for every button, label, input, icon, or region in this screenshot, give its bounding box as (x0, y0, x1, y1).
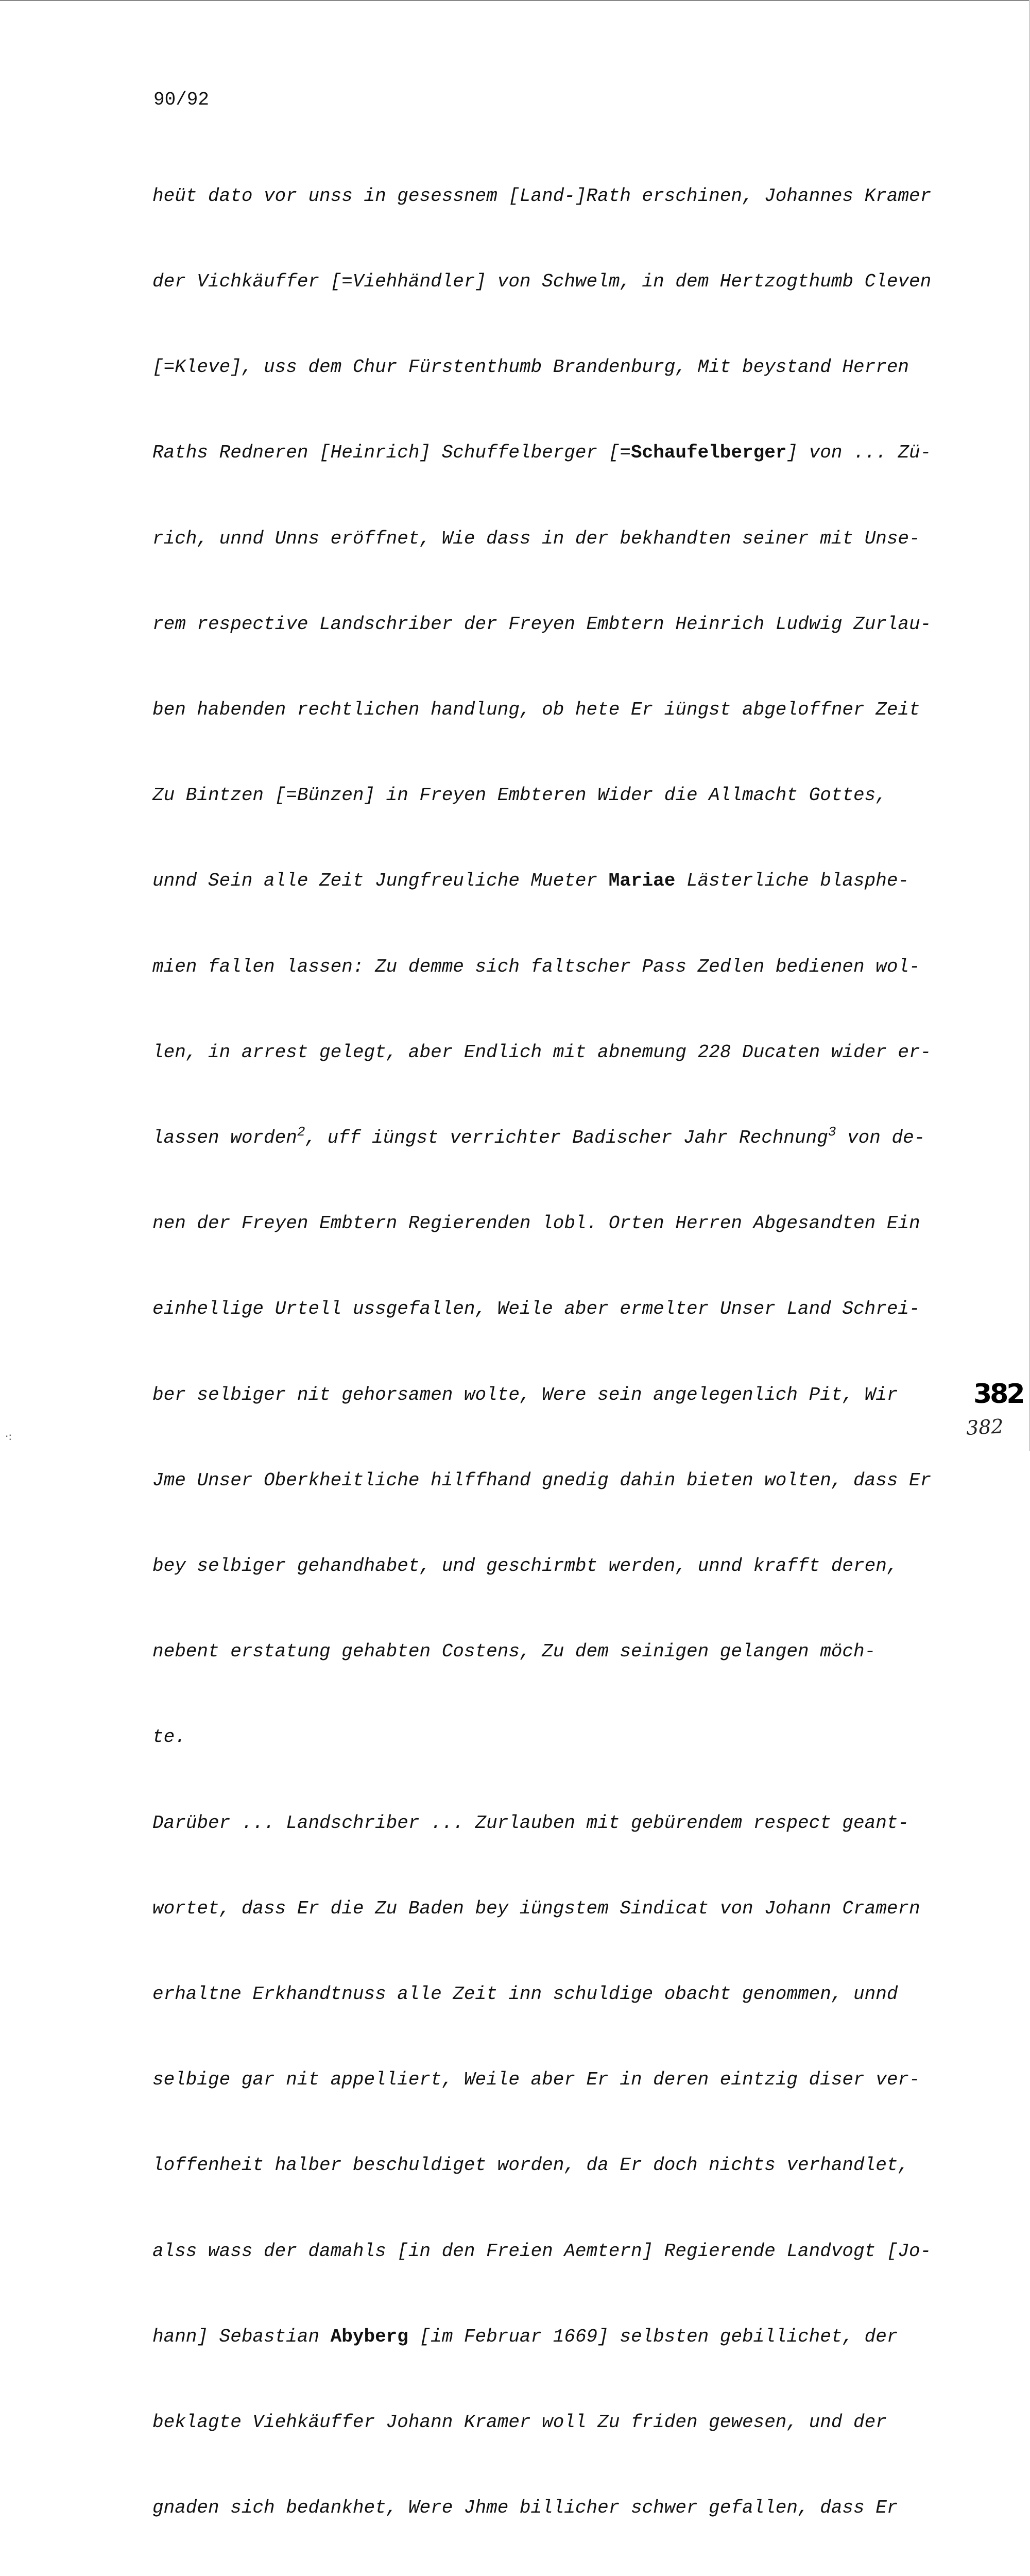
text-line: len, in arrest gelegt, aber Endlich mit abnemung 228 Ducaten wider er- (152, 1041, 932, 1063)
emphasized-name: Abyberg (330, 2326, 408, 2347)
text-line: selbige gar nit appelliert, Weile aber Er in deren eintzig diser ver- (152, 2069, 920, 2091)
archive-stamp-number: 382 (973, 1379, 1023, 1410)
text-line: heüt dato vor unss in gesessnem [Land-]Rath erschinen, Johannes Kramer (152, 185, 932, 207)
page-number: 90/92 (153, 89, 210, 110)
text-line: rem respective Landschriber der Freyen Embtern Heinrich Ludwig Zurlau- (152, 613, 932, 635)
text-line: [=Kleve], uss dem Chur Fürstenthumb Brandenburg, Mit beystand Herren (152, 357, 909, 378)
text-line: gnaden sich bedankhet, Were Jhme billicher schwer gefallen, dass Er (152, 2497, 898, 2519)
text-line: Jme Unser Oberkheitliche hilffhand gnedig dahin bieten wolten, dass Er (152, 1469, 932, 1491)
text-line: alss wass der damahls [in den Freien Aemtern] Regierende Landvogt [Jo- (152, 2240, 932, 2262)
footnote-marker: 3 (828, 1124, 836, 1140)
text-line: Raths Redneren [Heinrich] Schuffelberger [=Schaufelberger] von ... Zü- (152, 442, 932, 464)
footnote-marker: 2 (297, 1124, 305, 1140)
text-line: te. (152, 1726, 186, 1748)
text-line: einhellige Urtell ussgefallen, Weile aber ermelter Unser Land Schrei- (152, 1298, 920, 1320)
emphasized-name: Mariae (608, 870, 676, 892)
scan-artifact-mark: ·: (5, 1430, 12, 1443)
scan-border-top (0, 0, 1029, 1)
text-line: der Vichkäuffer [=Viehhändler] von Schwelm, in dem Hertzogthumb Cleven (152, 271, 932, 293)
text-line: hann] Sebastian Abyberg [im Februar 1669] selbsten gebillichet, der (152, 2326, 898, 2347)
text-line: unnd Sein alle Zeit Jungfreuliche Mueter Mariae Lästerliche blasphe- (152, 870, 909, 892)
text-line: wortet, dass Er die Zu Baden bey iüngstem Sindicat von Johann Cramern (152, 1897, 920, 1919)
text-line: ber selbiger nit gehorsamen wolte, Were sein angelegenlich Pit, Wir (152, 1384, 898, 1405)
handwritten-folio-number: 382 (965, 1415, 1004, 1439)
text-line: mien fallen lassen: Zu demme sich faltscher Pass Zedlen bedienen wol- (152, 956, 920, 977)
text-line: loffenheit halber beschuldiget worden, da Er doch nichts verhandlet, (152, 2155, 909, 2176)
text-line: beklagte Viehkäuffer Johann Kramer woll Zu friden gewesen, und der (152, 2412, 887, 2433)
text-line: rich, unnd Unns eröffnet, Wie dass in der bekhandten seiner mit Unse- (152, 528, 920, 549)
text-line: erhaltne Erkhandtnuss alle Zeit inn schuldige obacht genommen, unnd (152, 1984, 898, 2005)
text-line: ben habenden rechtlichen handlung, ob hete Er iüngst abgeloffner Zeit (152, 699, 920, 721)
text-line: Darüber ... Landschriber ... Zurlauben mit gebürendem respect geant- (152, 1812, 909, 1834)
text-line: nebent erstatung gehabten Costens, Zu dem seinigen gelangen möch- (152, 1641, 876, 1663)
text-line: nen der Freyen Embtern Regierenden lobl. Orten Herren Abgesandten Ein (152, 1213, 920, 1234)
transcription-body (152, 125, 956, 2576)
text-line: Zu Bintzen [=Bünzen] in Freyen Embteren Wider die Allmacht Gottes, (152, 785, 887, 806)
emphasized-name: Schaufelberger (630, 442, 787, 464)
text-line: lassen worden$^2$, uff iüngst verrichter Badischer Jahr Rechnung$^3$ von de- (152, 1124, 925, 1149)
text-line: bey selbiger gehandhabet, und geschirmbt werden, unnd krafft deren, (152, 1555, 898, 1577)
